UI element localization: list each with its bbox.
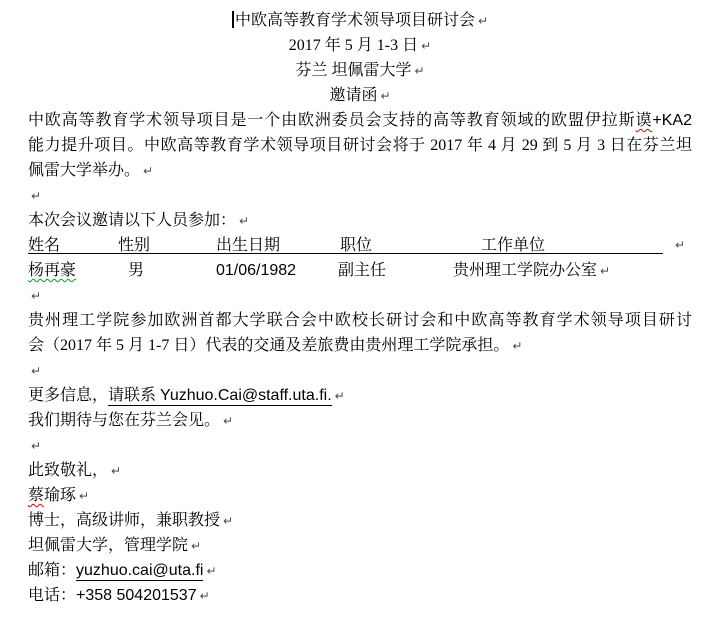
intro-line-3 [28,158,692,183]
signer-name-flagged-char: 蔡 [28,487,45,504]
invite-intro-text: 本次会议邀请以下人员参加： [28,212,237,229]
intro-text: 能力提升项目。中欧高等教育学术领导项目研讨会将于 2017 年 4 月 29 到 5 月 3 日在芬兰坦 [28,137,692,154]
doc-title: 中欧高等教育学术领导项目研讨会 [234,12,475,29]
empty-paragraph [28,433,692,458]
table-row [28,258,692,283]
title-line [28,8,692,33]
pilcrow-icon: ↵ [334,389,345,403]
pilcrow-icon: ↵ [191,539,202,553]
pilcrow-icon: ↵ [111,464,122,478]
signer-affiliation-line [28,533,692,558]
funding-text: 会（2017 年 5 月 1-7 日）代表的交通及差旅费由贵州理工学院承担。 [28,337,510,354]
table-header-dob: 出生日期 [216,237,281,254]
table-header-name: 姓名 [28,237,61,254]
contact-email-link[interactable] [108,387,332,406]
signer-email-link[interactable]: yuzhuo.cai@uta.fi [76,562,204,579]
intro-line-1 [28,108,692,133]
intro-text: 佩雷大学举办。 [28,162,141,179]
signer-name-line [28,483,692,508]
pilcrow-icon: ↵ [206,564,217,578]
salutation-line [28,458,692,483]
funding-line-2 [28,333,692,358]
pilcrow-icon: ↵ [223,414,234,428]
signer-titles-text: 博士，高级讲师，兼职教授 [28,512,221,529]
table-header-position: 职位 [340,237,373,254]
more-info-prefix: 更多信息， [28,387,109,404]
invite-intro-line [28,208,692,233]
pilcrow-icon: ↵ [477,14,489,28]
location-line [28,58,692,83]
signer-affiliation-text: 坦佩雷大学，管理学院 [28,537,189,554]
intro-line-2 [28,133,692,158]
signer-titles-line [28,508,692,533]
intro-text-latin: +KA2 [652,112,692,129]
table-header-workunit: 工作单位 [481,237,546,254]
funding-line-1 [28,308,692,333]
phone-label: 电话： [28,587,77,604]
pilcrow-icon: ↵ [143,164,154,178]
pilcrow-icon: ↵ [31,289,42,303]
attendee-name: 杨再豪 [28,262,77,279]
event-location: 芬兰 坦佩雷大学 [295,62,412,79]
text-cursor [232,11,234,28]
email-label: 邮箱： [28,562,77,579]
contact-email-address: Yuzhuo.Cai@staff.uta.fi. [160,387,332,404]
attendee-gender: 男 [128,262,145,279]
attendee-position: 副主任 [338,262,387,279]
more-info-line [28,383,692,408]
attendee-workunit [453,258,610,284]
expectation-text: 我们期待与您在芬兰会见。 [28,412,221,429]
table-header-row [28,233,692,258]
intro-text: 中欧高等教育学术领导项目是一个由欧洲委员会支持的高等教育领域的欧盟伊拉斯 [28,112,636,129]
table-header-gender: 性别 [118,237,151,254]
pilcrow-icon: ↵ [31,364,42,378]
pilcrow-icon: ↵ [675,238,686,252]
signer-phone-number: +358 504201537 [76,587,197,604]
pilcrow-icon: ↵ [380,89,391,103]
spellcheck-flagged-word: 谟 [635,112,653,129]
attendee-workunit-text: 贵州理工学院办公室 [453,262,598,279]
signer-email-line [28,558,692,583]
pilcrow-icon: ↵ [199,589,210,603]
date-line [28,33,692,58]
pilcrow-icon: ↵ [512,339,523,353]
funding-text: 贵州理工学院参加欧洲首都大学联合会中欧校长研讨会和中欧高等教育学术领导项目研讨 [28,312,692,329]
salutation-text: 此致敬礼， [28,462,109,479]
pilcrow-icon: ↵ [421,39,432,53]
pilcrow-icon: ↵ [223,514,234,528]
pilcrow-icon: ↵ [79,489,90,503]
signer-phone-line [28,583,692,608]
empty-paragraph [28,358,692,383]
signer-name-rest: 瑜琢 [44,487,77,504]
empty-paragraph [28,283,692,308]
pilcrow-icon: ↵ [239,214,250,228]
empty-paragraph [28,183,692,208]
pilcrow-icon: ↵ [600,264,611,278]
event-date: 2017 年 5 月 1-3 日 [288,37,419,54]
letter-subject: 邀请函 [329,87,378,104]
pilcrow-icon: ↵ [31,189,42,203]
document-content [28,8,692,608]
expectation-line [28,408,692,433]
pilcrow-icon: ↵ [31,439,42,453]
contact-link-text: 请联系 [108,387,161,404]
pilcrow-icon: ↵ [414,64,425,78]
attendee-dob: 01/06/1982 [216,262,297,279]
subject-line [28,83,692,108]
